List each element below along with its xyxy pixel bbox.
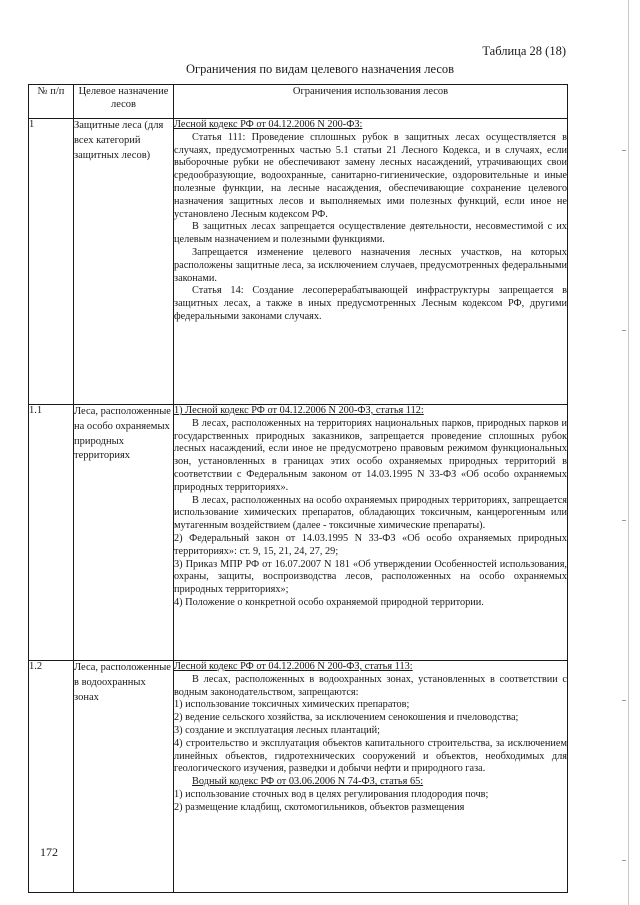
- row-number: 1.1: [29, 405, 74, 661]
- paragraph: 2) размещение кладбищ, скотомогильников, объектов размещения: [174, 801, 465, 813]
- paragraph: В лесах, расположенных на особо охраняемых природных территориях, запрещается использование химических препаратов, обладающих токсичным, канцерогенным или мутагенным воздействием (далее - токсичные химические препараты).: [174, 494, 567, 532]
- scan-edge-mark: [622, 330, 626, 331]
- table-number: Таблица 28 (18): [482, 44, 566, 58]
- scan-edge-mark: [622, 150, 626, 151]
- column-header-purpose: Целевое назначение лесов: [74, 85, 174, 119]
- scan-edge-mark: [622, 520, 626, 521]
- paragraph: 3) создание и эксплуатация лесных плантаций;: [174, 724, 381, 736]
- row-purpose: Защитные леса (для всех категорий защитных лесов): [74, 119, 174, 405]
- paragraph: В лесах, расположенных на территориях национальных парков, природных парков и государственных природных заказников, запрещается проведение сплошных рубок лесных насаждений, если иное не предусмотрено правовым режимом функциональных зон, установленных в границах этих особо охраняемых природных территорий в соответствии с Федеральным законом от 14.03.1995 N 33-ФЗ «Об особо охраняемых природных территориях».: [174, 417, 567, 493]
- scan-edge-mark: [622, 700, 626, 701]
- paragraph: 2) ведение сельского хозяйства, за исключением сенокошения и пчеловодства;: [174, 712, 519, 724]
- row-restrictions: [174, 661, 568, 893]
- row-purpose: Леса, расположенные на особо охраняемых природных территориях: [74, 405, 174, 661]
- page-number: 172: [40, 845, 58, 859]
- row-purpose: Леса, расположенные в водоохранных зонах: [74, 661, 174, 893]
- page-title: Ограничения по видам целевого назначения лесов: [185, 62, 455, 76]
- paragraph: 2) Федеральный закон от 14.03.1995 N 33-ФЗ «Об особо охраняемых природных территориях»: ст. 9, 15, 21, 24, 27, 29;: [174, 532, 567, 557]
- column-header-number: № п/п: [29, 85, 74, 119]
- row-restrictions: [174, 119, 568, 405]
- paragraph: В лесах, расположенных в водоохранных зонах, установленных в соответствии с водным законодательством, запрещаются:: [174, 673, 567, 698]
- table-row: [29, 119, 568, 405]
- law-reference: Водный кодекс РФ от 03.06.2006 N 74-ФЗ, статья 65:: [192, 776, 424, 788]
- paragraph: Статья 14: Создание лесоперерабатывающей инфраструктуры запрещается в защитных лесах, а также в иных предусмотренных Лесным кодексом РФ, другими федеральными законами случаях.: [174, 285, 567, 322]
- column-header-restrictions: Ограничения использования лесов: [174, 85, 568, 119]
- row-number: 1: [29, 119, 74, 405]
- paragraph: Статья 111: Проведение сплошных рубок в защитных лесах осуществляется в случаях, предусмотренных частью 5.1 статьи 21 Лесного Кодекса, и в случаях, если выборочные рубки не обеспечивают замену лесных насаждений, утрачивающих свои средообразующие, водоохранные, санитарно-гигиенические, оздоровительные и иные полезные функции, на лесные насаждения, обеспечивающие сохранение целевого назначения защитных лесов и выполняемых ими полезных функций, если иное не установлено Лесным кодексом РФ.: [174, 131, 567, 220]
- paragraph: 1) использование токсичных химических препаратов;: [174, 699, 410, 711]
- paragraph: 4) Положение о конкретной особо охраняемой природной территории.: [174, 596, 484, 608]
- row-restrictions: [174, 405, 568, 661]
- paragraph: 3) Приказ МПР РФ от 16.07.2007 N 181 «Об утверждении Особенностей использования, охраны, защиты, воспроизводства лесов, расположенных на особо охраняемых природных территориях»;: [174, 558, 567, 596]
- law-reference: 1) Лесной кодекс РФ от 04.12.2006 N 200-ФЗ, статья 112:: [174, 405, 424, 416]
- table-row: [29, 405, 568, 661]
- table-row: [29, 661, 568, 893]
- scan-edge-line: [628, 0, 629, 905]
- paragraph: 4) строительство и эксплуатация объектов капитального строительства, за исключением линейных объектов, гидротехнических сооружений и объектов, необходимых для геологического изучения, разведки и добычи нефти и природного газа.: [174, 737, 567, 775]
- restrictions-table: [28, 84, 568, 893]
- scan-edge-mark: [622, 860, 626, 861]
- row-number: 1.2: [29, 661, 74, 893]
- paragraph: Запрещается изменение целевого назначения лесных участков, на которых расположены защитные леса, за исключением случаев, предусмотренных федеральными законами.: [174, 246, 567, 284]
- law-reference: Лесной кодекс РФ от 04.12.2006 N 200-ФЗ, статья 113:: [174, 661, 413, 672]
- law-reference: Лесной кодекс РФ от 04.12.2006 N 200-ФЗ:: [174, 119, 363, 130]
- paragraph: 1) использование сточных вод в целях регулирования плодородия почв;: [174, 788, 489, 800]
- table-header-row: [29, 85, 568, 119]
- paragraph: В защитных лесах запрещается осуществление деятельности, несовместимой с их целевым назначением и полезными функциями.: [174, 221, 567, 246]
